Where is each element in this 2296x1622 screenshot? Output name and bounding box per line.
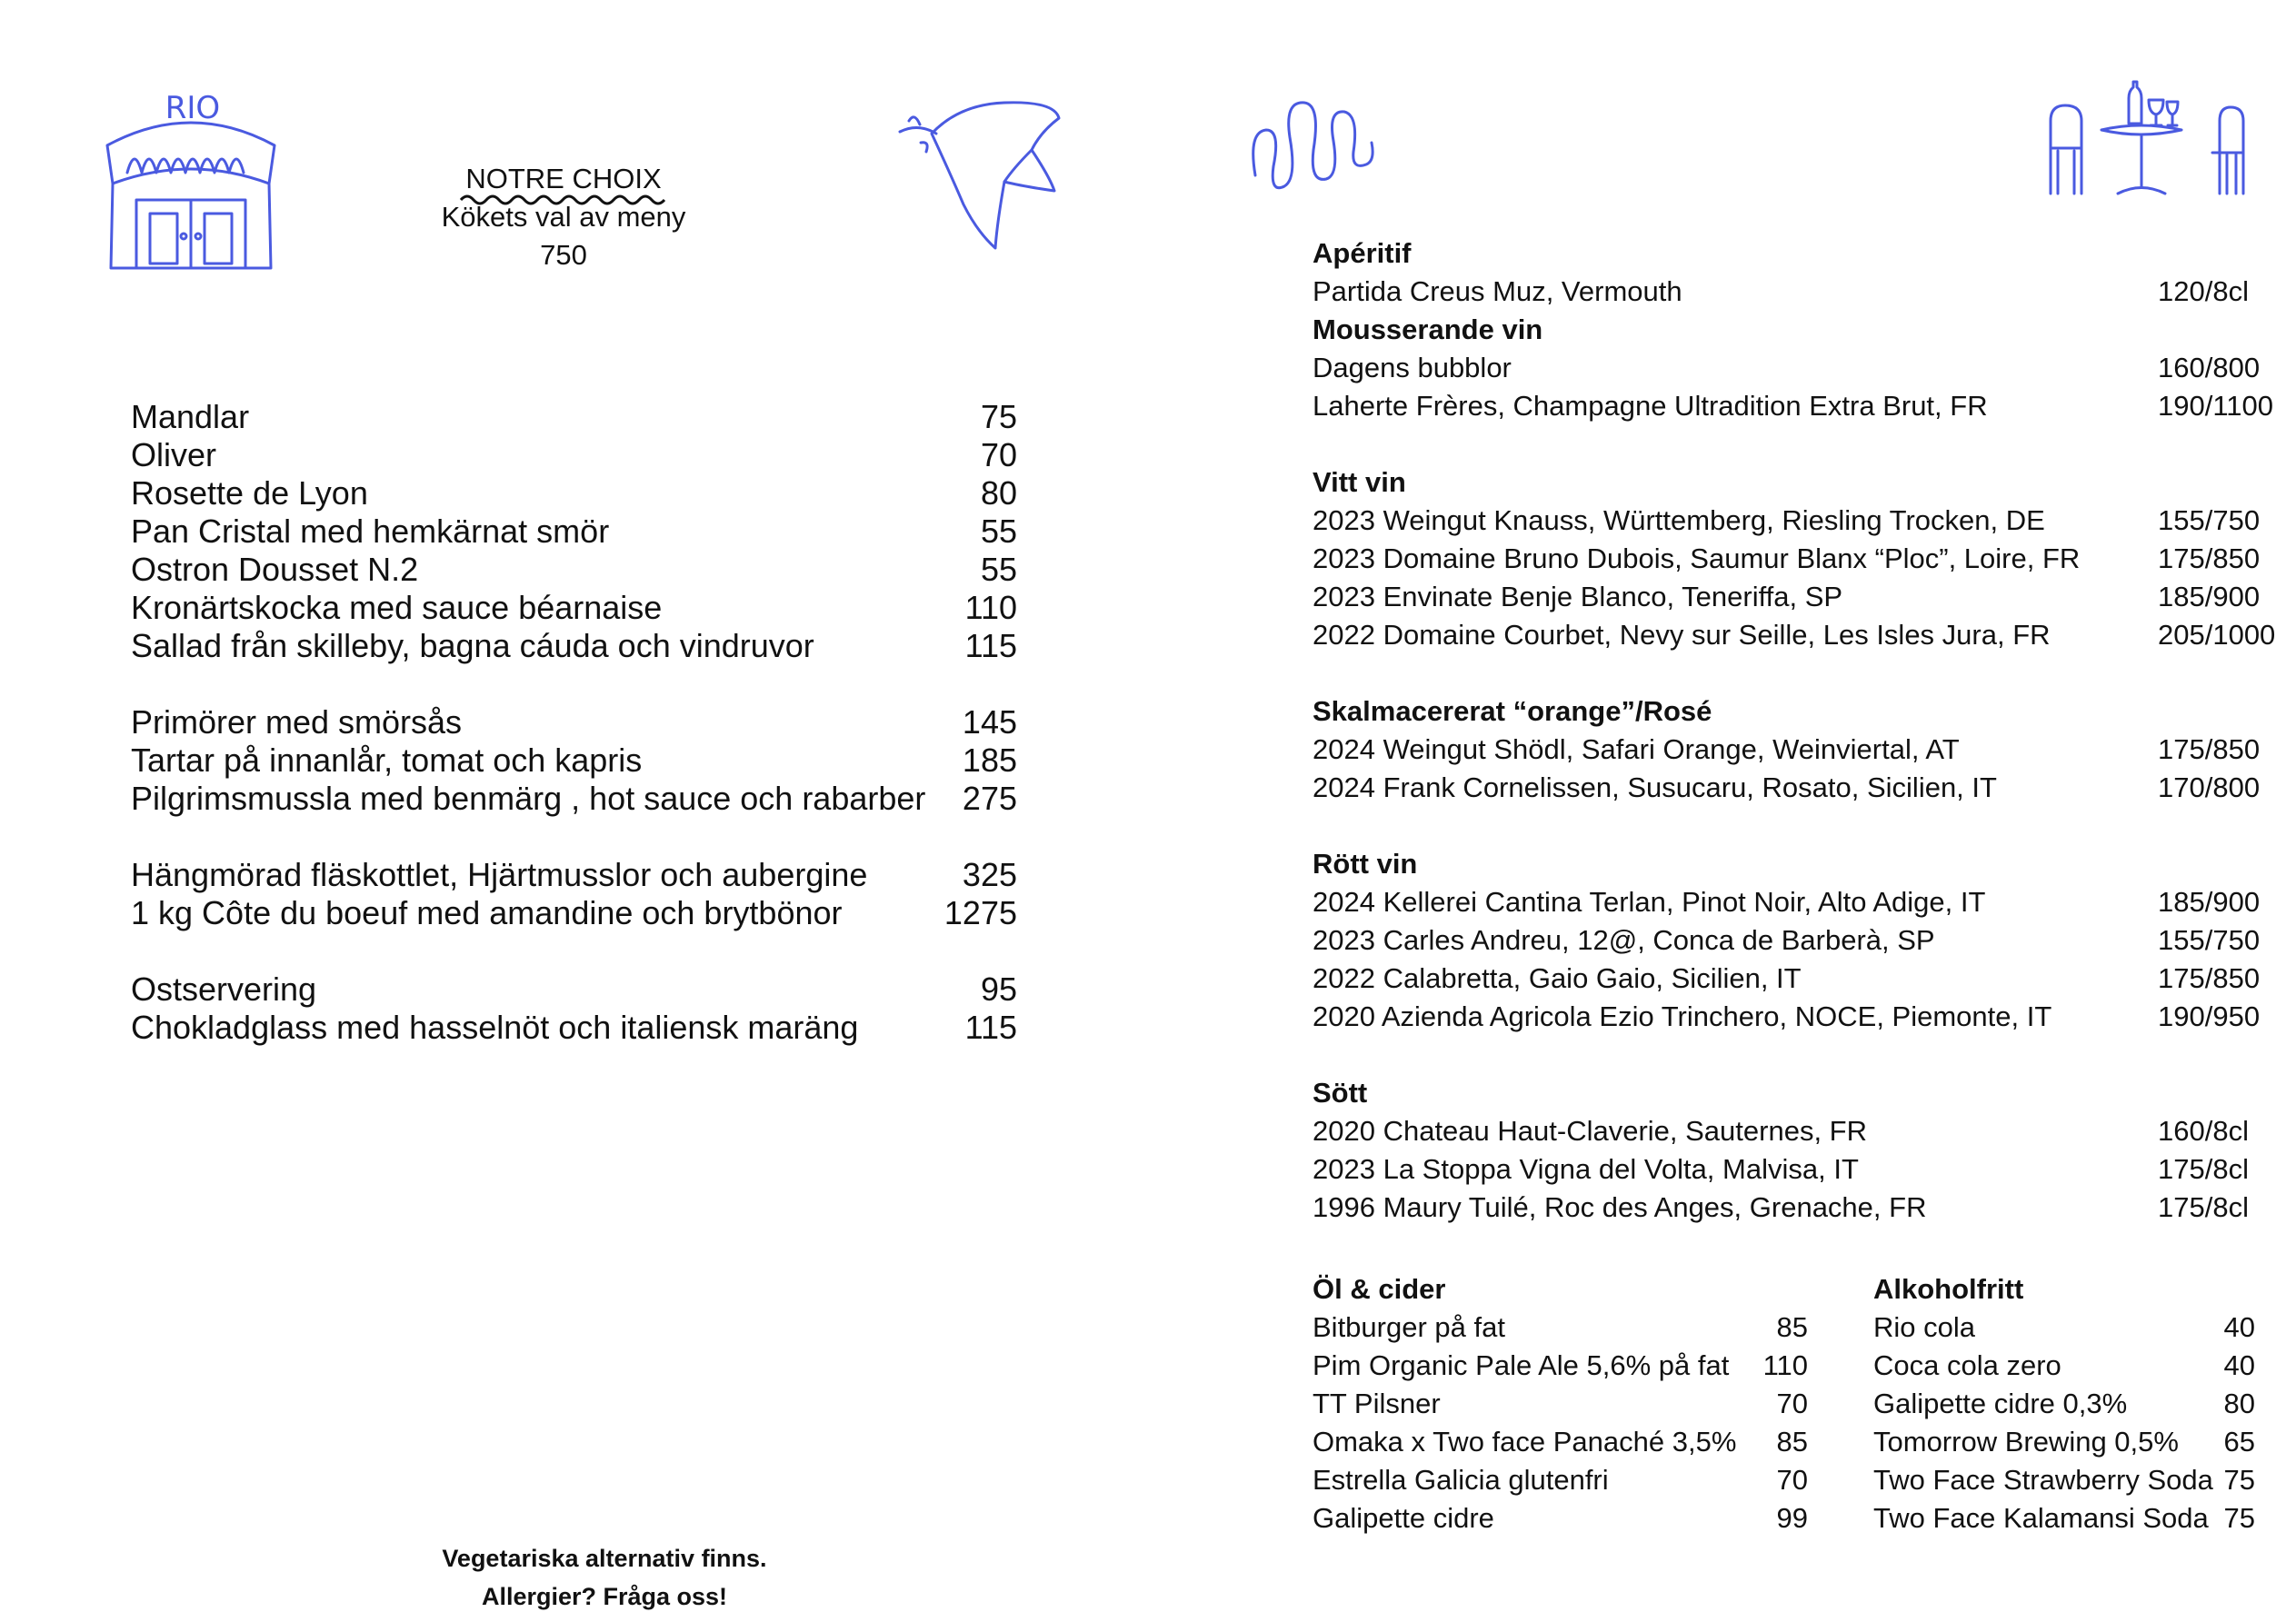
food-item [131,551,1017,589]
soft-item-name: Two Face Kalamansi Soda [1873,1502,2209,1534]
drinks-item-price: 175/8cl [2158,1191,2249,1223]
soft-item-name: Rio cola [1873,1311,1975,1343]
drinks-item-name: 2023 Weingut Knauss, Württemberg, Riesling Trocken, DE [1313,504,2045,536]
food-item-name: Primörer med smörsås [131,703,463,741]
food-menu [131,398,1017,1047]
drinks-section-gap [1313,807,2294,845]
drinks-item-name: 2024 Weingut Shödl, Safari Orange, Weinviertal, AT [1313,733,1960,765]
beer-item-name: Galipette cidre [1313,1502,1494,1534]
food-item-name: Pilgrimsmussla med benmärg , hot sauce och rabarber [131,780,926,817]
soft-item-price: 75 [2223,1502,2255,1534]
drinks-section-heading: Rött vin [1313,848,1418,880]
soft-item-name: Two Face Strawberry Soda [1873,1464,2213,1496]
food-item-price: 275 [962,780,1017,817]
drinks-item-name: Laherte Frères, Champagne Ultradition Extra Brut, FR [1313,390,1988,422]
soft-item-price: 40 [2223,1311,2255,1343]
soft-item-price: 65 [2223,1426,2255,1458]
drinks-item [1313,349,2294,387]
food-item [131,780,1017,818]
soft-item-price: 40 [2223,1349,2255,1381]
food-item-name: Mandlar [131,398,250,435]
food-group-gap [131,665,1017,703]
soft-item-name: Coca cola zero [1873,1349,2061,1381]
food-group-gap [131,818,1017,856]
drinks-item [1313,273,2294,311]
drinks-item [1313,502,2294,540]
food-item-price: 55 [980,512,1017,550]
drinks-item-price: 185/900 [2158,886,2261,918]
beer-item-price: 99 [1776,1502,1808,1534]
drinks-item-price: 175/850 [2158,542,2261,574]
drinks-item [1313,921,2294,960]
food-item-price: 70 [980,436,1017,473]
food-item-price: 75 [980,398,1017,435]
drinks-item [1313,1112,2294,1150]
notre-choix-title: NOTRE CHOIX [465,163,662,194]
drinks-section-gap [1313,654,2294,692]
beer-item [1313,1423,1808,1461]
food-item [131,512,1017,551]
drinks-item-name: 2023 Carles Andreu, 12@, Conca de Barberà, SP [1313,924,1935,956]
beer-item-price: 85 [1776,1426,1808,1458]
squiggle-icon [1250,95,1377,195]
food-item-price: 80 [980,474,1017,512]
beer-item-name: Omaka x Two face Panaché 3,5% [1313,1426,1737,1458]
footer-allergies: Allergier? Fråga oss! [481,1583,728,1610]
notre-choix-price: 750 [540,239,587,271]
soft-heading: Alkoholfritt [1873,1273,2024,1305]
drinks-item [1313,540,2294,578]
food-item-name: Rosette de Lyon [131,474,368,512]
rio-building-icon [100,82,282,277]
drinks-item-price: 160/800 [2158,352,2261,383]
beer-item [1313,1347,1808,1385]
drinks-item-price: 185/900 [2158,581,2261,612]
drinks-item [1313,769,2294,807]
beer-item-name: Estrella Galicia glutenfri [1313,1464,1609,1496]
drinks-item-name: 2022 Domaine Courbet, Nevy sur Seille, Les Isles Jura, FR [1313,619,2051,651]
food-item-price: 115 [964,627,1017,664]
drinks-section-heading: Mousserande vin [1313,313,1543,345]
drinks-item-name: 1996 Maury Tuilé, Roc des Anges, Grenache, FR [1313,1191,1927,1223]
beer-item-price: 110 [1762,1349,1808,1381]
drinks-item-name: 2020 Chateau Haut-Claverie, Sauternes, FR [1313,1115,1867,1147]
drinks-item-price: 205/1000 [2158,619,2276,651]
drinks-item [1313,1189,2294,1227]
beer-cider-section [1313,1270,1808,1537]
drinks-item-name: 2022 Calabretta, Gaio Gaio, Sicilien, IT [1313,962,1802,994]
food-item-name: Ostron Dousset N.2 [131,551,419,588]
drinks-item-name: 2023 La Stoppa Vigna del Volta, Malvisa, IT [1313,1153,1859,1185]
drinks-item-price: 160/8cl [2158,1115,2249,1147]
drinks-item-price: 175/850 [2158,962,2261,994]
drinks-item-price: 190/950 [2158,1000,2261,1032]
drinks-section-heading: Vitt vin [1313,466,1406,498]
food-item [131,627,1017,665]
drinks-section-heading: Sött [1313,1077,1368,1109]
food-item-name: Kronärtskocka med sauce béarnaise [131,589,663,626]
food-item-price: 325 [962,856,1017,893]
drinks-item [1313,1150,2294,1189]
wave-underline-icon [459,193,668,207]
drinks-item-name: 2023 Domaine Bruno Dubois, Saumur Blanx “Ploc”, Loire, FR [1313,542,2081,574]
food-item-price: 95 [980,970,1017,1008]
food-item-price: 145 [962,703,1017,741]
food-item [131,589,1017,627]
food-item-price: 115 [964,1009,1017,1046]
food-item-name: Hängmörad fläskottlet, Hjärtmusslor och aubergine [131,856,868,893]
cafe-table-icon [2045,80,2250,198]
beer-item [1313,1309,1808,1347]
food-item [131,1009,1017,1047]
food-item [131,894,1017,932]
drinks-item [1313,960,2294,998]
food-group-gap [131,932,1017,970]
beer-item-name: TT Pilsner [1313,1388,1441,1419]
food-item-name: Tartar på innanlår, tomat och kapris [131,741,643,779]
beer-item-name: Pim Organic Pale Ale 5,6% på fat [1313,1349,1730,1381]
drinks-section-gap [1313,425,2294,463]
drinks-section-heading: Apéritif [1313,237,1412,269]
soft-item [1873,1461,2255,1499]
notre-choix-subtitle: Kökets val av meny [441,201,686,233]
soft-item [1873,1499,2255,1537]
beer-item [1313,1499,1808,1537]
food-item-price: 1275 [943,894,1017,931]
drinks-item-price: 170/800 [2158,771,2261,803]
beer-item [1313,1385,1808,1423]
footer-note [373,1539,836,1616]
food-item [131,474,1017,512]
drinks-section-gap [1313,1036,2294,1074]
soft-item [1873,1347,2255,1385]
food-item [131,703,1017,741]
soft-item-price: 80 [2223,1388,2255,1419]
beer-item-price: 70 [1776,1464,1808,1496]
food-item [131,741,1017,780]
beer-item-price: 70 [1776,1388,1808,1419]
drinks-item-price: 155/750 [2158,504,2261,536]
soft-item-name: Tomorrow Brewing 0,5% [1873,1426,2179,1458]
beer-item-price: 85 [1776,1311,1808,1343]
drinks-item-price: 175/850 [2158,733,2261,765]
beer-item [1313,1461,1808,1499]
food-item-name: Ostservering [131,970,317,1008]
soft-item-name: Galipette cidre 0,3% [1873,1388,2128,1419]
drinks-item [1313,578,2294,616]
food-item-name: Sallad från skilleby, bagna cáuda och vindruvor [131,627,814,664]
footer-vegetarian: Vegetariska alternativ finns. [442,1545,767,1572]
food-item [131,856,1017,894]
food-item-name: 1 kg Côte du boeuf med amandine och brytbönor [131,894,843,931]
drinks-list [1313,234,2294,1227]
drinks-section-heading: Skalmacererat “orange”/Rosé [1313,695,1712,727]
food-item-name: Chokladglass med hasselnöt och italiensk maräng [131,1009,859,1046]
drinks-item [1313,731,2294,769]
drinks-item [1313,883,2294,921]
drinks-item [1313,998,2294,1036]
drinks-item-price: 155/750 [2158,924,2261,956]
beer-heading: Öl & cider [1313,1273,1446,1305]
drinks-item [1313,387,2294,425]
alcohol-free-section [1873,1270,2255,1537]
food-item [131,970,1017,1009]
drinks-item-name: Partida Creus Muz, Vermouth [1313,275,1682,307]
food-item [131,436,1017,474]
beer-item-name: Bitburger på fat [1313,1311,1505,1343]
soft-item-price: 75 [2223,1464,2255,1496]
soft-item [1873,1423,2255,1461]
food-item [131,398,1017,436]
drinks-item-price: 190/1100 [2158,390,2273,422]
food-item-price: 110 [964,589,1017,626]
drinks-item-name: 2020 Azienda Agricola Ezio Trinchero, NOCE, Piemonte, IT [1313,1000,2052,1032]
soft-item [1873,1385,2255,1423]
drinks-item-name: 2024 Kellerei Cantina Terlan, Pinot Noir, Alto Adige, IT [1313,886,1986,918]
drinks-item-price: 120/8cl [2158,275,2249,307]
notre-choix-block [400,160,727,274]
dove-icon [895,95,1068,254]
food-item-name: Oliver [131,436,217,473]
food-item-price: 55 [980,551,1017,588]
food-item-price: 185 [962,741,1017,779]
drinks-item-name: 2023 Envinate Benje Blanco, Teneriffa, SP [1313,581,1843,612]
soft-item [1873,1309,2255,1347]
drinks-item-name: 2024 Frank Cornelissen, Susucaru, Rosato, Sicilien, IT [1313,771,1997,803]
food-item-name: Pan Cristal med hemkärnat smör [131,512,610,550]
drinks-item [1313,616,2294,654]
drinks-item-price: 175/8cl [2158,1153,2249,1185]
logo-text: RIO [165,90,221,126]
drinks-item-name: Dagens bubblor [1313,352,1512,383]
